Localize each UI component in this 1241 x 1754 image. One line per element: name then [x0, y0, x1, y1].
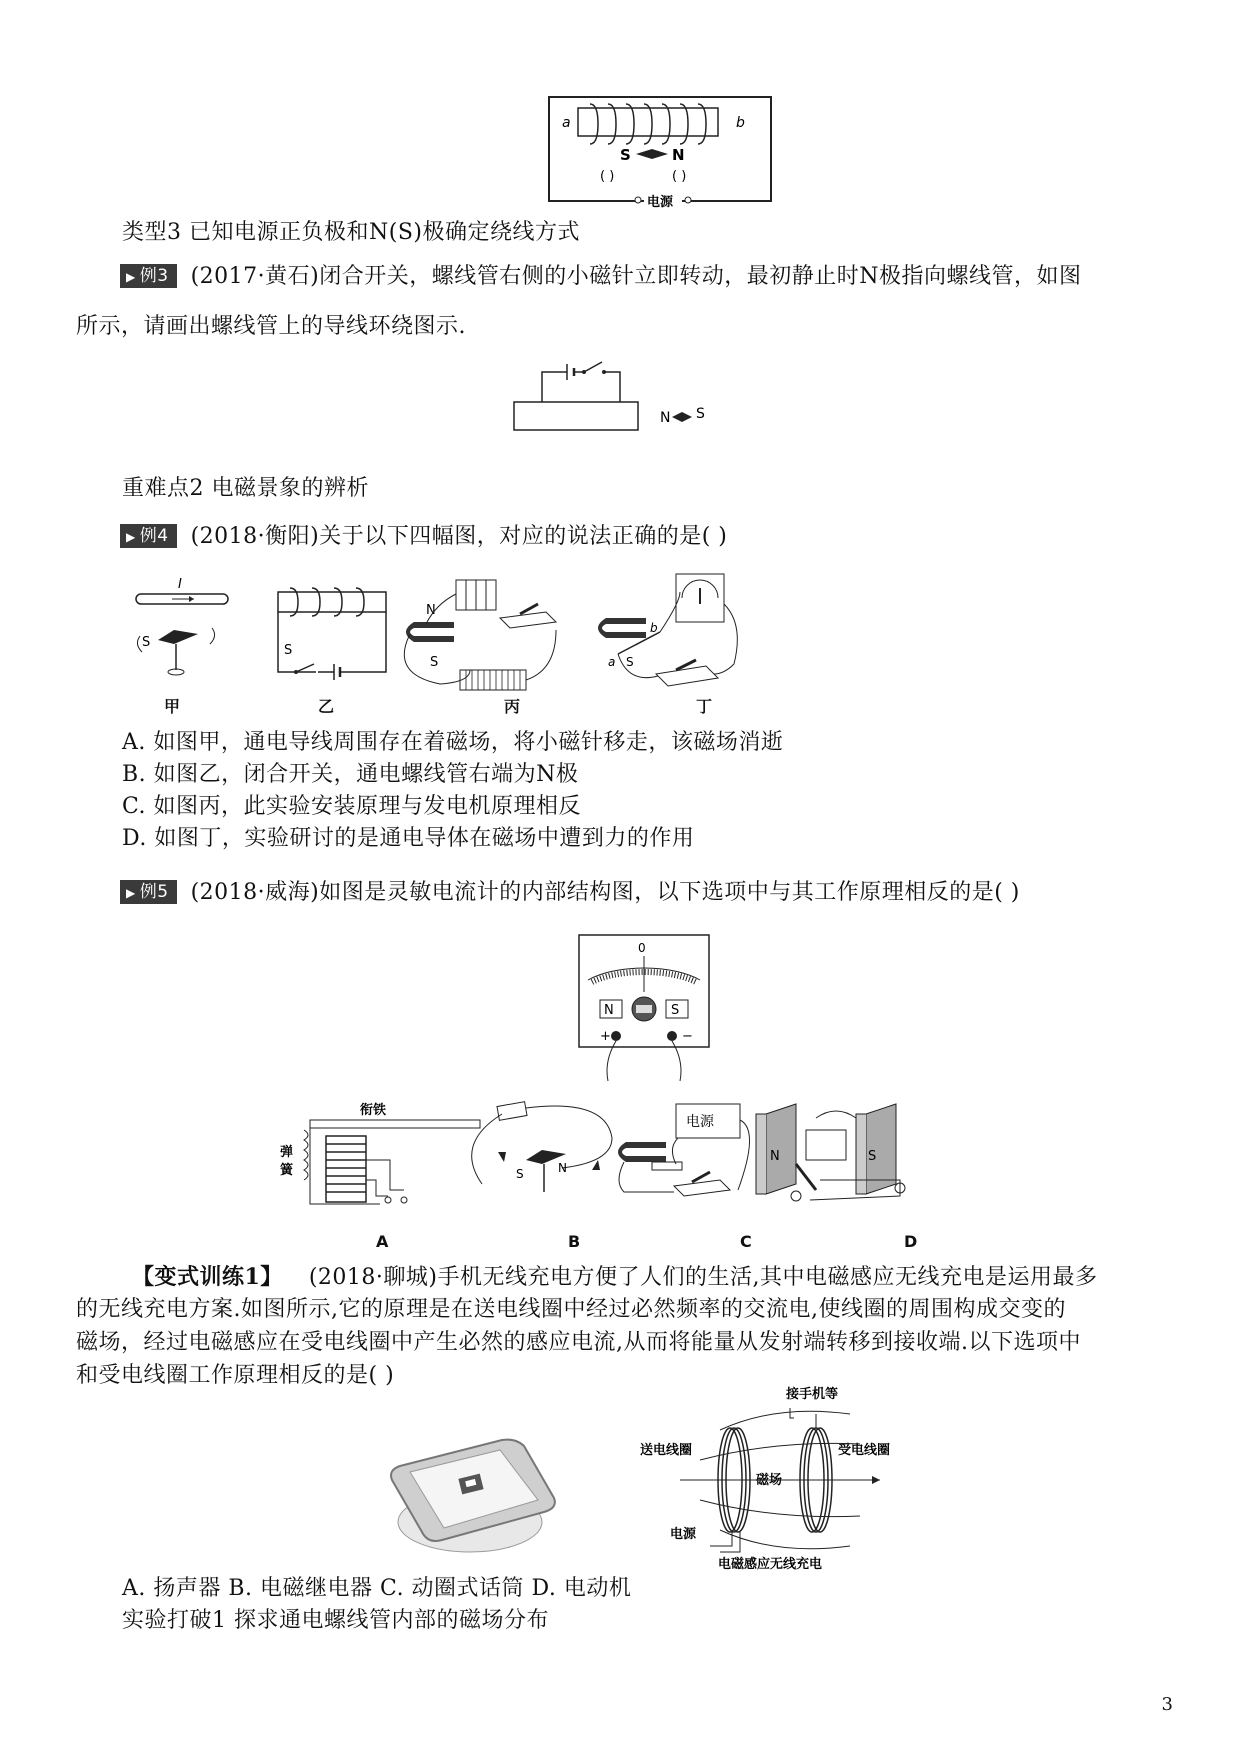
wireless-charger-photo: [382, 1436, 562, 1560]
pole-n-label-d: N: [770, 1149, 780, 1164]
type3-heading: 类型3 已知电源正负极和N(S)极确定绕线方式: [122, 220, 580, 245]
end-label-b: b: [736, 115, 745, 131]
current-label: I: [178, 577, 182, 592]
spring-label: 弹簧: [250, 1100, 252, 1101]
needle-s-label-b: S: [516, 1167, 524, 1181]
point2-heading: 重难点2 电磁景象的辨析: [122, 476, 369, 501]
caption-bing: 丙: [504, 697, 521, 716]
induction-coils-diagram: [640, 1384, 900, 1574]
needle-label-n: N: [672, 146, 685, 164]
caption-ding: 丁: [696, 697, 713, 716]
magnet-s-label: S: [430, 655, 439, 670]
field-label: 磁场: [756, 1473, 783, 1488]
example5-option-figures: [250, 1100, 1000, 1220]
switch-s-label: S: [284, 643, 293, 658]
caption-d: D: [904, 1232, 918, 1251]
conductor-a-label: a: [608, 655, 616, 669]
spring-label-2: 簧: [280, 1163, 294, 1178]
circuit-solenoid-figure: [512, 352, 722, 434]
caption-c: C: [740, 1232, 752, 1251]
example3-line1: ▶ 例3 (2017·黄石)闭合开关，螺线管右侧的小磁针立即转动，最初静止时N极指向螺线管，如图: [120, 262, 1081, 292]
variant1-line1: 【变式训练1】 (2018·聊城)手机无线充电方便了人们的生活,其中电磁感应无线充电是运用最多: [132, 1264, 1098, 1290]
galvanometer-figure: [578, 934, 710, 1082]
example4-line1: ▶ 例4 (2018·衡阳)关于以下四幅图，对应的说法正确的是( ): [120, 522, 727, 552]
variant1-tag: 【变式训练1】: [132, 1264, 283, 1290]
spring-label-1: 弹: [280, 1145, 294, 1160]
example5-line1: ▶ 例5 (2018·威海)如图是灵敏电流计的内部结构图，以下选项中与其工作原理相反的是( ): [120, 878, 1020, 908]
example4-option-c: C. 如图丙，此实验安装原理与发电机原理相反: [122, 794, 582, 819]
page-number: 3: [1161, 1694, 1173, 1715]
caption-yi: 乙: [318, 697, 335, 716]
phone-label: 接手机等: [786, 1387, 839, 1402]
pole-s-label-d: S: [868, 1149, 877, 1164]
example3-line2: 所示，请画出螺线管上的导线环绕图示.: [76, 314, 466, 339]
example4-option-a: A. 如图甲，通电导线周围存在着磁场，将小磁针移走，该磁场消逝: [122, 730, 784, 755]
caption-coil: 电磁感应无线充电: [718, 1557, 823, 1572]
terminal-plus-label: +: [600, 1029, 611, 1044]
variant1-options: A. 扬声器 B. 电磁继电器 C. 动圈式话筒 D. 电动机: [122, 1576, 632, 1601]
needle-n-label-b: N: [558, 1161, 567, 1175]
needle-label-n: N: [660, 410, 671, 426]
example4-figures: [120, 574, 820, 724]
power-label-coil: 电源: [670, 1527, 697, 1542]
example3-tag: ▶ 例3: [120, 264, 177, 288]
armature-label: 衔铁: [360, 1103, 387, 1118]
caption-a: A: [376, 1232, 389, 1251]
solenoid-figure: [548, 96, 772, 208]
needle-label-s: S: [696, 406, 705, 422]
example4-option-d: D. 如图丁，实验研讨的是通电导体在磁场中遭到力的作用: [122, 826, 695, 851]
example4-tag: ▶ 例4: [120, 524, 177, 548]
magnet-n-label: N: [426, 603, 436, 618]
terminal-minus-label: −: [682, 1029, 693, 1044]
pole-blank-right: ( ): [672, 169, 687, 184]
pole-blank-left: ( ): [600, 169, 615, 184]
pole-n-label: N: [604, 1003, 614, 1018]
variant1-line4: 和受电线圈工作原理相反的是( ): [76, 1363, 395, 1388]
power-label-c: 电源: [686, 1114, 714, 1130]
variant1-line3: 磁场，经过电磁感应在受电线圈中产生必然的感应电流,从而将能量从发射端转移到接收端.以下选项中: [76, 1330, 1081, 1355]
send-coil-label: 送电线圈: [640, 1443, 693, 1458]
example5-tag: ▶ 例5: [120, 880, 177, 904]
scale-zero: 0: [638, 941, 646, 955]
receive-coil-label: 受电线圈: [838, 1443, 891, 1458]
end-label-a: a: [562, 115, 571, 131]
caption-b: B: [568, 1232, 581, 1251]
needle-label-s: S: [620, 146, 631, 164]
magnet-s-label-2: S: [626, 655, 634, 669]
variant1-line2: 的无线充电方案.如图所示,它的原理是在送电线圈中经过必然频率的交流电,使线圈的周围构成交变的: [76, 1297, 1066, 1322]
conductor-b-label: b: [650, 621, 658, 635]
needle-s-label: S: [142, 635, 151, 650]
pole-s-label: S: [671, 1003, 680, 1018]
caption-jia: 甲: [164, 697, 181, 716]
example4-option-b: B. 如图乙，闭合开关，通电螺线管右端为N极: [122, 762, 579, 787]
experiment1-heading: 实验打破1 探求通电螺线管内部的磁场分布: [122, 1608, 549, 1633]
power-label: 电源: [647, 195, 674, 210]
